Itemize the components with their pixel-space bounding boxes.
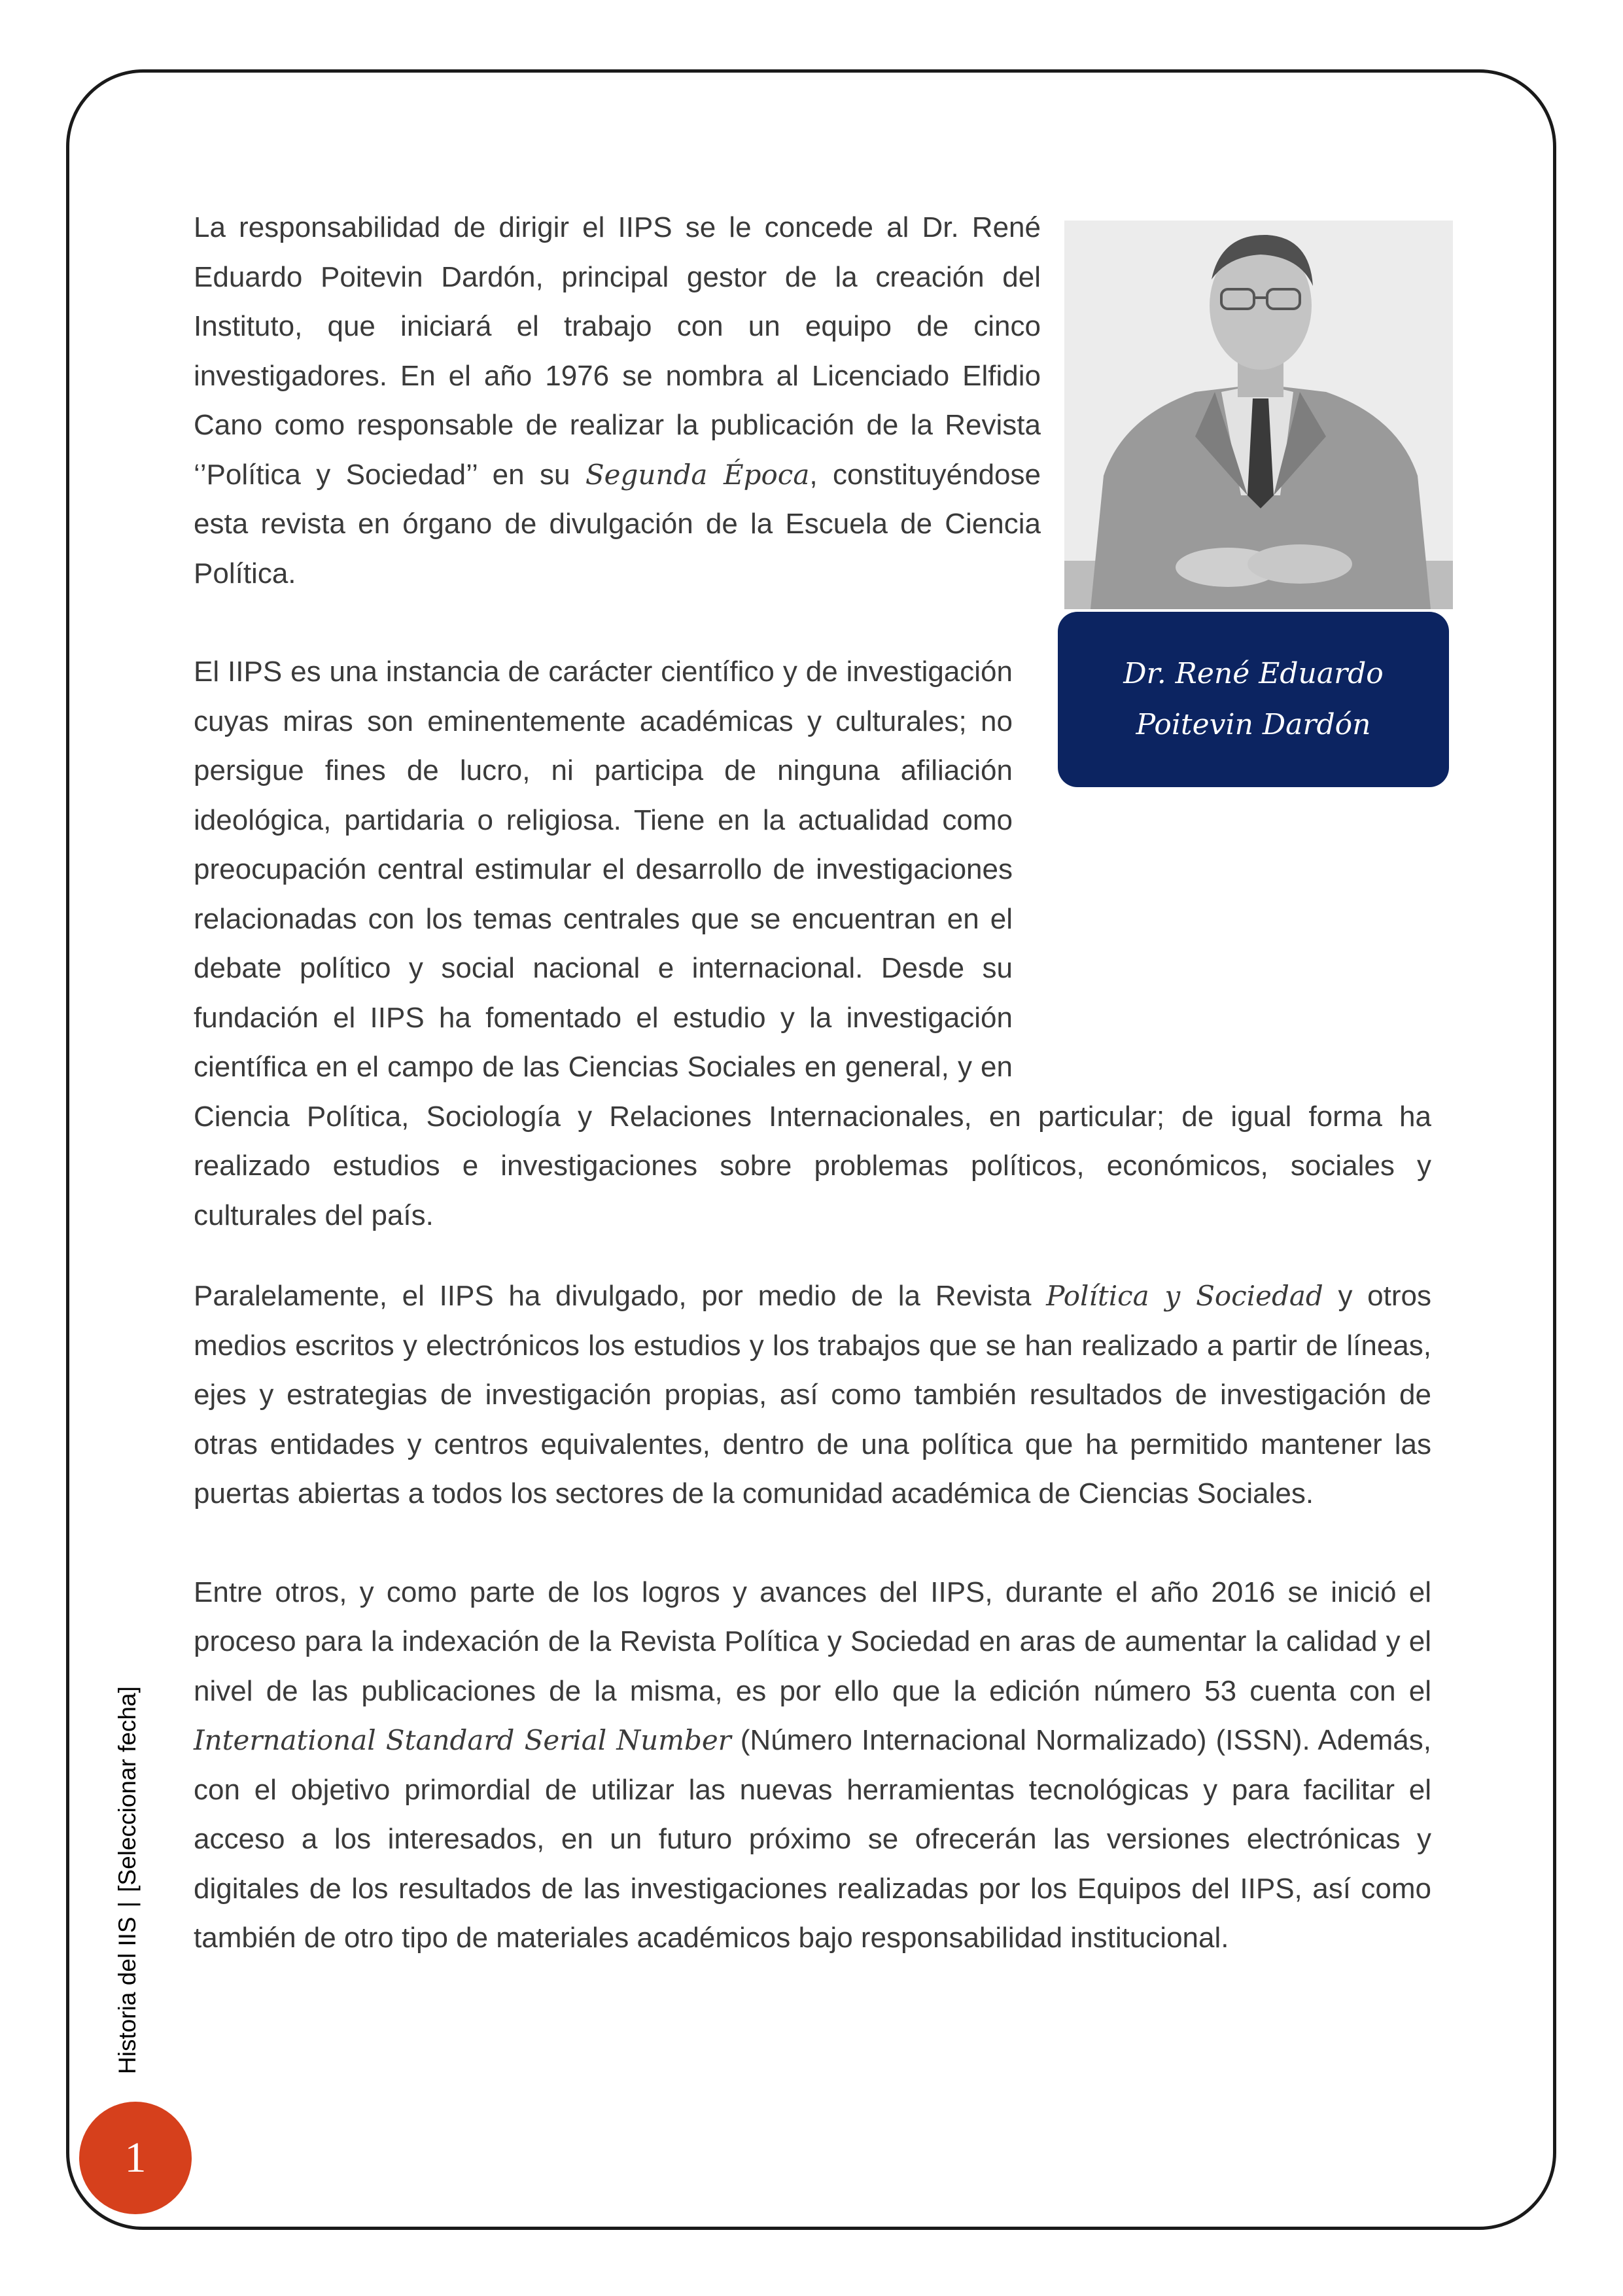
footer-separator: | [114, 1901, 141, 1908]
footer-side-label [114, 1686, 141, 2074]
caption-line-2: Poitevin Dardón [1136, 708, 1371, 741]
paragraph-4-text-a: Entre otros, y como parte de los logros y avances del IIPS, durante el año 2016 se inició el proceso para la indexación de la Revista Política y Sociedad en aras de aumentar la calidad y el nivel de las publicaciones de la misma, es por ello que la edición número 53 cuenta con el [194, 1576, 1431, 1707]
paragraph-3-text-a: Paralelamente, el IIPS ha divulgado, por medio de la Revista [194, 1280, 1032, 1312]
paragraph-3-text-b: y otros medios escritos y electrónicos los estudios y los trabajos que se han realizado a partir de líneas, ejes y estrategias de investigación propias, así como también resultados de investigación de otras entidades y centros equivalentes, dentro de una política que ha permitido mantener las puertas abiertas a todos los sectores de la comunidad académica de Ciencias Sociales. [194, 1280, 1431, 1510]
footer-title: Historia del IIS [114, 1916, 141, 2074]
paragraph-1-text-a: La responsabilidad de dirigir el IIPS se le concede al Dr. René Eduardo Poitevin Dardón, principal gestor de la creación del Instituto, que iniciará el trabajo con un equipo de cinco investigadores. En el año 1976 se nombra al Licenciado Elfidio Cano como responsable de realizar la publicación de la Revista ‘’Política y Sociedad’’ en su [194, 211, 1041, 491]
footer-date[interactable]: [Seleccionar fecha] [114, 1686, 141, 1892]
paragraph-1-italic: Segunda Época [585, 458, 810, 491]
paragraph-4 [194, 1568, 1431, 1963]
paragraph-4-text-b: (Número Internacional Normalizado) (ISSN). Además, con el objetivo primordial de utilizar las nuevas herramientas tecnológicas y para facilitar el acceso a los interesados, en un futuro próximo se ofrecerán las versiones electrónicas y digitales de los resultados de las investigaciones realizadas por los Equipos del IIPS, así como también de otro tipo de materiales académicos bajo responsabilidad institucional. [194, 1724, 1431, 1954]
paragraph-1-text-b: , constituyéndose esta revista en órgano de divulgación de la Escuela de Ciencia Política. [194, 458, 1041, 590]
main-content [194, 203, 1431, 1963]
paragraph-3-italic: Política y Sociedad [1046, 1280, 1323, 1312]
caption-line-1: Dr. René Eduardo [1123, 657, 1384, 690]
paragraph-4-italic: International Standard Serial Number [194, 1724, 731, 1756]
photo-float-spacer [1039, 647, 1431, 1059]
paragraph-2: El IIPS es una instancia de carácter científico y de investigación cuyas miras son eminentemente académicas y culturales; no persigue fines de lucro, ni participa de ninguna afiliación ideológica, partidaria o religiosa. Tiene en la actualidad como preocupación central estimular el desarrollo de investigaciones relacionadas con los temas centrales que se encuentran en el debate político y social nacional e internacional. Desde su fundación el IIPS ha fomentado el estudio y la investigación científica en el campo de las Ciencias Sociales en general, y en Ciencia Política, Sociología y Relaciones Internacionales, en particular; de igual forma ha realizado estudios e investigaciones sobre problemas políticos, económicos, sociales y culturales del país. [194, 656, 1431, 1231]
paragraph-3 [194, 1271, 1431, 1519]
paragraph-1 [194, 203, 1041, 598]
page-number: 1 [124, 2134, 147, 2181]
page-number-badge [79, 2102, 192, 2214]
